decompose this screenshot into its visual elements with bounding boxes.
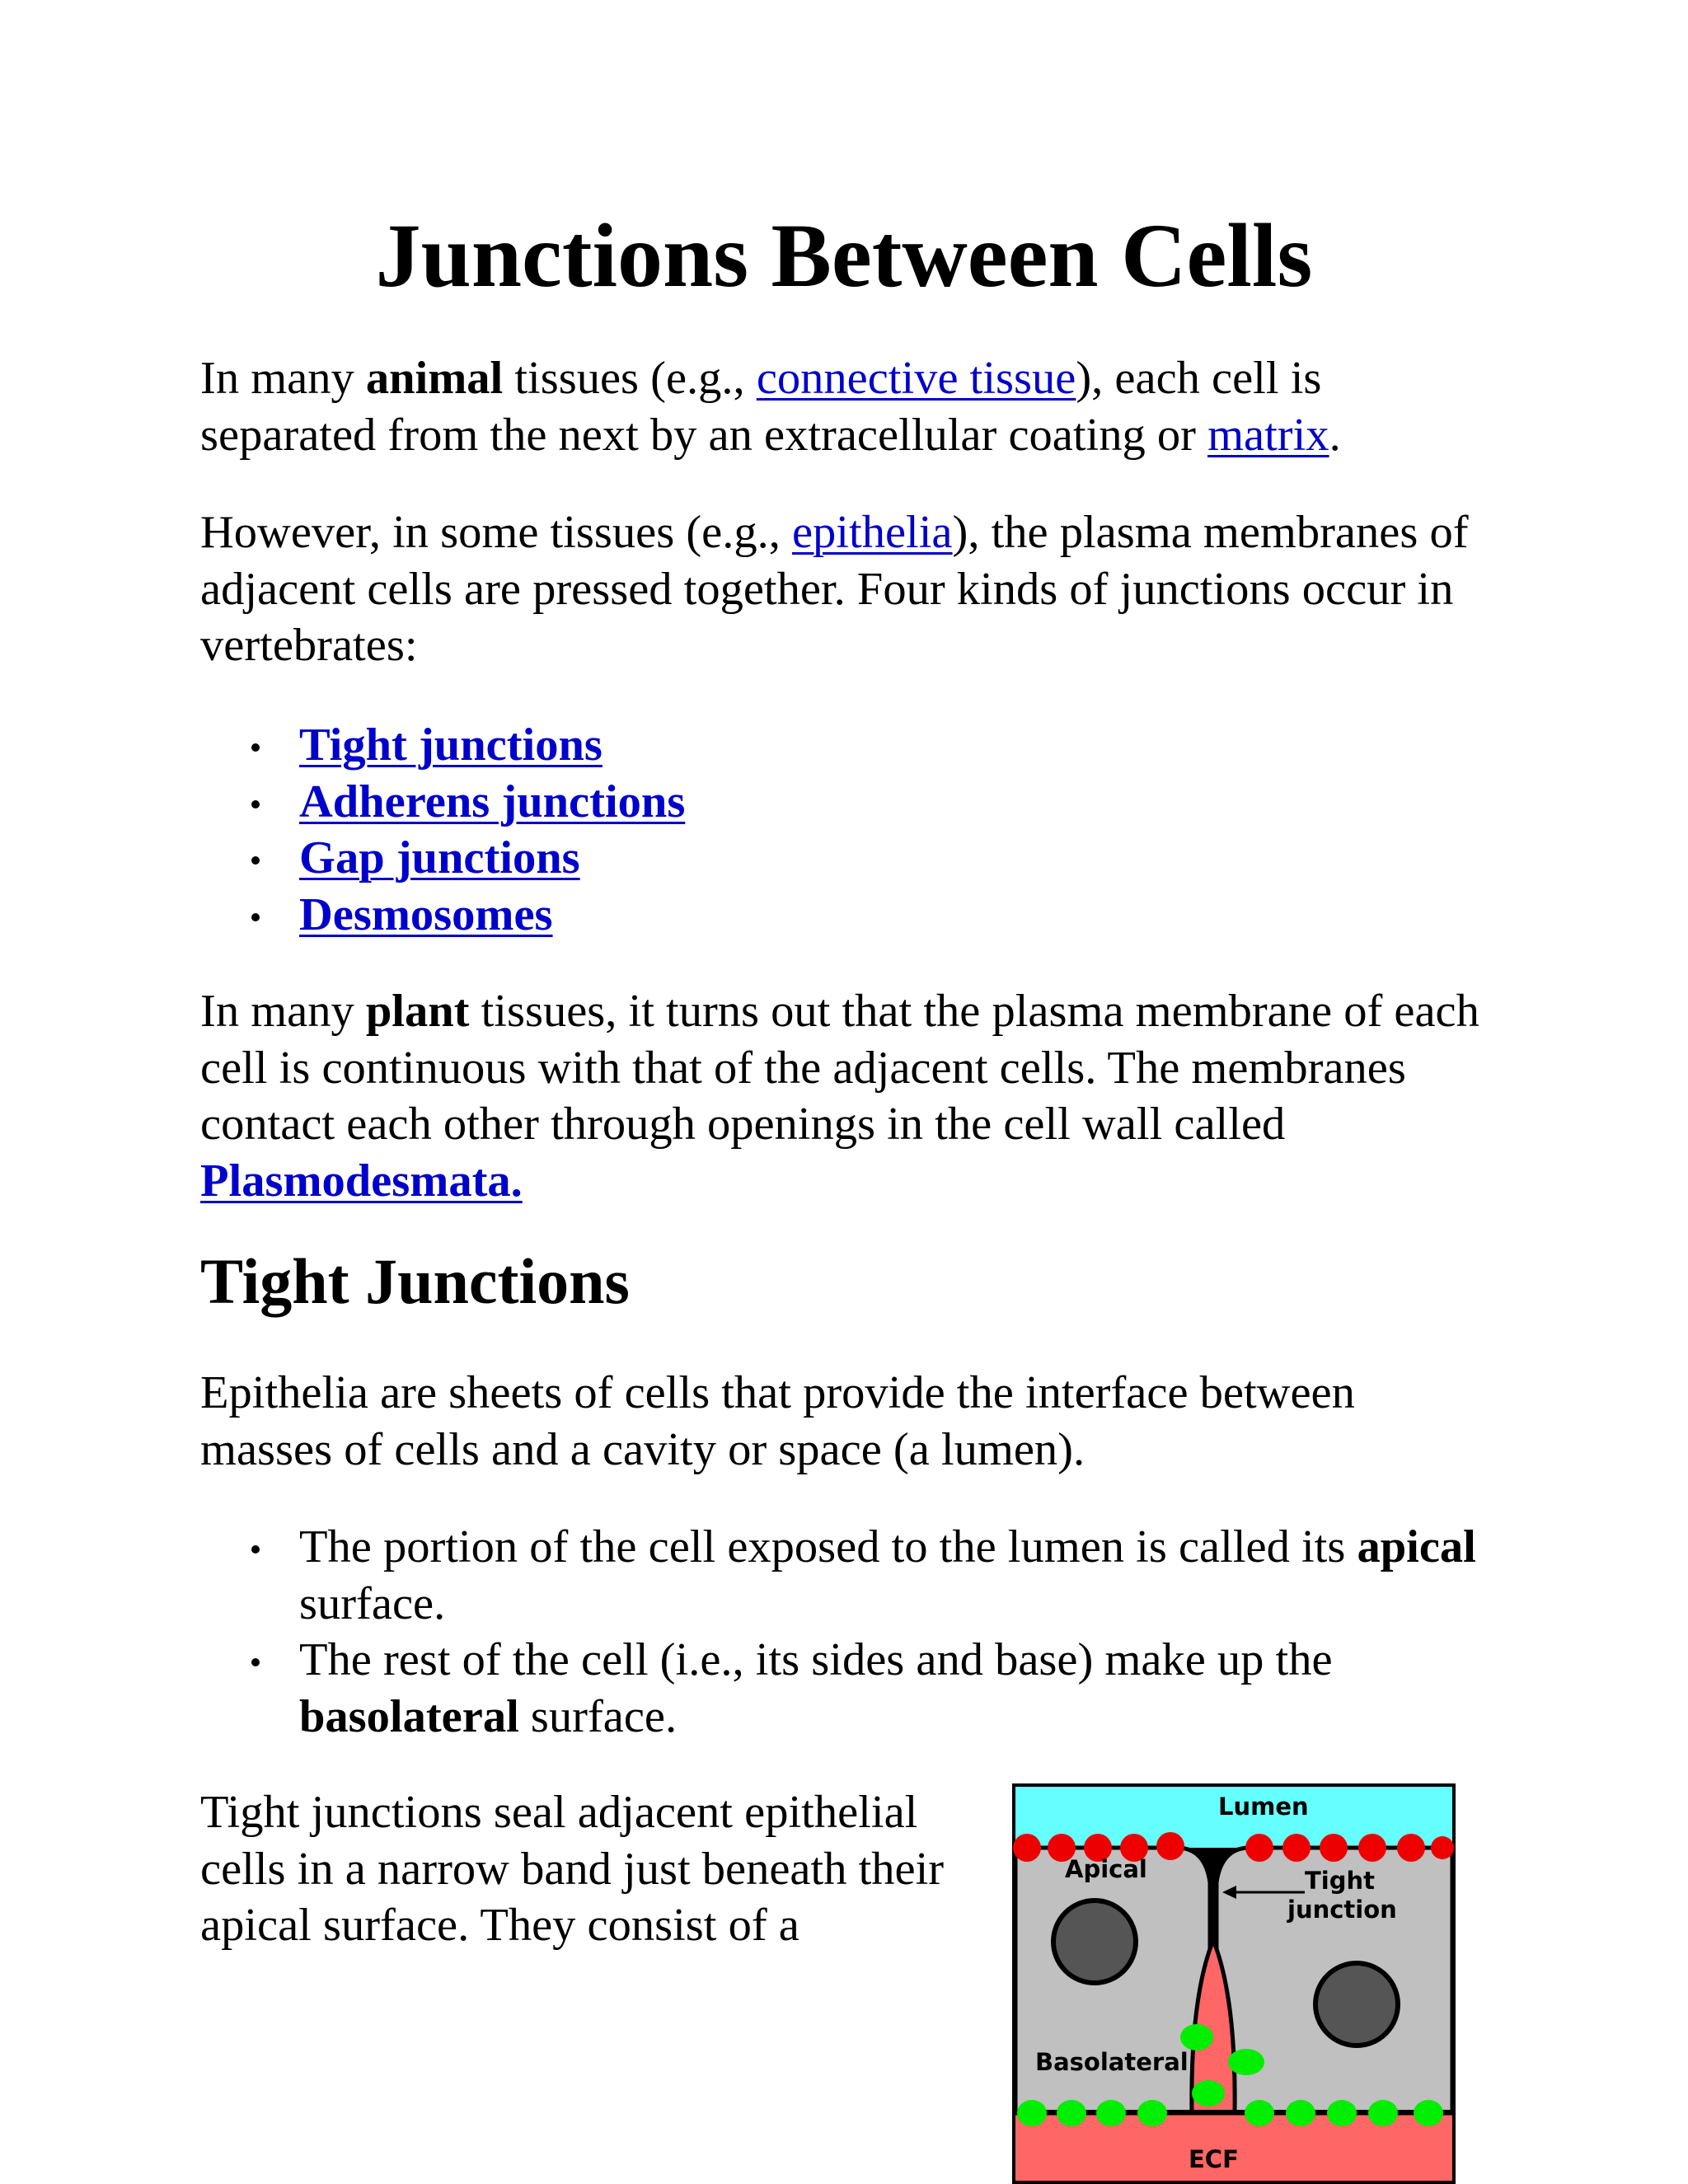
list-item: [200, 1519, 1494, 1632]
page-title: Junctions Between Cells: [375, 205, 1313, 306]
link-epithelia[interactable]: epithelia: [791, 507, 953, 558]
red-protein-dot: [1358, 1834, 1386, 1862]
tight-junction-diagram: [1012, 1783, 1456, 2184]
paragraph-tight-junction-seal: Tight junctions seal adjacent epithelial cells in a narrow band just beneath their apical surface. They consist of a: [200, 1787, 945, 1951]
list-item: [200, 830, 685, 887]
link-adherens-junctions[interactable]: Adherens junctions: [299, 776, 686, 827]
surface-list: [200, 1519, 1494, 1745]
green-protein-dot: [1096, 2100, 1126, 2126]
green-protein-dot: [1414, 2100, 1443, 2126]
junction-label: junction: [1287, 1896, 1397, 1924]
link-plasmodesmata[interactable]: Plasmodesmata.: [200, 1155, 523, 1207]
green-protein-dot: [1017, 2100, 1047, 2126]
link-matrix[interactable]: matrix: [1207, 409, 1329, 461]
text-span: tissues (e.g.,: [503, 353, 757, 404]
link-gap-junctions[interactable]: Gap junctions: [299, 832, 580, 883]
red-protein-dot: [1282, 1834, 1311, 1862]
list-item: [200, 887, 685, 944]
text-span: .: [1329, 409, 1341, 461]
bullet-dot: [251, 913, 260, 921]
basolateral-label: Basolateral: [1035, 2048, 1189, 2076]
bullet-dot: [251, 800, 260, 808]
text-span: The portion of the cell exposed to the lumen is called its: [299, 1521, 1357, 1572]
text-span: surface.: [299, 1577, 446, 1629]
bold-term-animal: animal: [365, 353, 504, 404]
bold-term-basolateral: basolateral: [299, 1690, 519, 1742]
bullet-dot: [251, 1545, 260, 1554]
apical-label: Apical: [1065, 1855, 1147, 1883]
paragraph-epithelia-definition: Epithelia are sheets of cells that provide the interface between masses of cells and a cavity or space (a lumen).: [200, 1367, 1355, 1475]
bullet-dot: [251, 856, 260, 865]
text-span: ), each cell is separated from the next by an extracellular coating or: [200, 353, 1322, 461]
tight-label: Tight: [1305, 1867, 1375, 1895]
green-protein-dot: [1327, 2100, 1357, 2126]
green-protein-dot: [1057, 2100, 1086, 2126]
paragraph-epithelia: [200, 504, 1494, 674]
green-protein-dot: [1192, 2080, 1225, 2107]
red-protein-dot: [1320, 1834, 1348, 1862]
red-protein-dot: [1156, 1832, 1184, 1860]
red-protein-dot: [1245, 1834, 1273, 1862]
green-protein-dot: [1228, 2049, 1264, 2075]
list-item: [200, 717, 685, 774]
bold-term-plant: plant: [365, 986, 470, 1037]
paragraph-plant-tissues: [200, 983, 1494, 1209]
green-protein-dot: [1137, 2100, 1167, 2126]
text-span: The rest of the cell (i.e., its sides and base) make up the: [299, 1634, 1333, 1685]
link-desmosomes[interactable]: Desmosomes: [299, 888, 553, 940]
right-nucleus: [1315, 1963, 1398, 2046]
intro-paragraph-animal: [200, 350, 1494, 463]
list-item: [200, 1632, 1494, 1745]
junction-types-list: [200, 717, 685, 943]
ecf-label: ECF: [1189, 2145, 1239, 2173]
text-span: In many: [200, 986, 366, 1037]
green-protein-dot: [1286, 2100, 1315, 2126]
diagram-svg: [1012, 1783, 1456, 2184]
text-span: However, in some tissues (e.g.,: [200, 507, 792, 558]
red-protein-dot: [1431, 1836, 1454, 1859]
text-span: ), the plasma membranes of adjacent cells are pressed together. Four kinds of junctions occur in vertebrates:: [200, 507, 1469, 671]
bullet-dot: [251, 743, 260, 752]
left-nucleus: [1053, 1900, 1136, 1983]
text-span: surface.: [518, 1690, 678, 1742]
bold-term-apical: apical: [1357, 1521, 1476, 1572]
link-connective-tissue[interactable]: connective tissue: [756, 353, 1076, 404]
text-span: tissues, it turns out that the plasma membrane of each cell is continuous with that of the adjacent cells. The membranes contact each other through openings in the cell wall called: [200, 986, 1479, 1150]
list-item: [200, 774, 685, 831]
lumen-label: Lumen: [1218, 1793, 1309, 1821]
green-protein-dot: [1368, 2100, 1398, 2126]
text-span: In many: [200, 353, 366, 404]
section-heading-tight-junctions: Tight Junctions: [200, 1245, 630, 1317]
bullet-dot: [251, 1658, 260, 1666]
red-protein-dot: [1013, 1834, 1041, 1862]
link-tight-junctions[interactable]: Tight junctions: [299, 719, 603, 771]
green-protein-dot: [1245, 2100, 1274, 2126]
green-protein-dot: [1180, 2024, 1213, 2050]
red-protein-dot: [1397, 1834, 1425, 1862]
